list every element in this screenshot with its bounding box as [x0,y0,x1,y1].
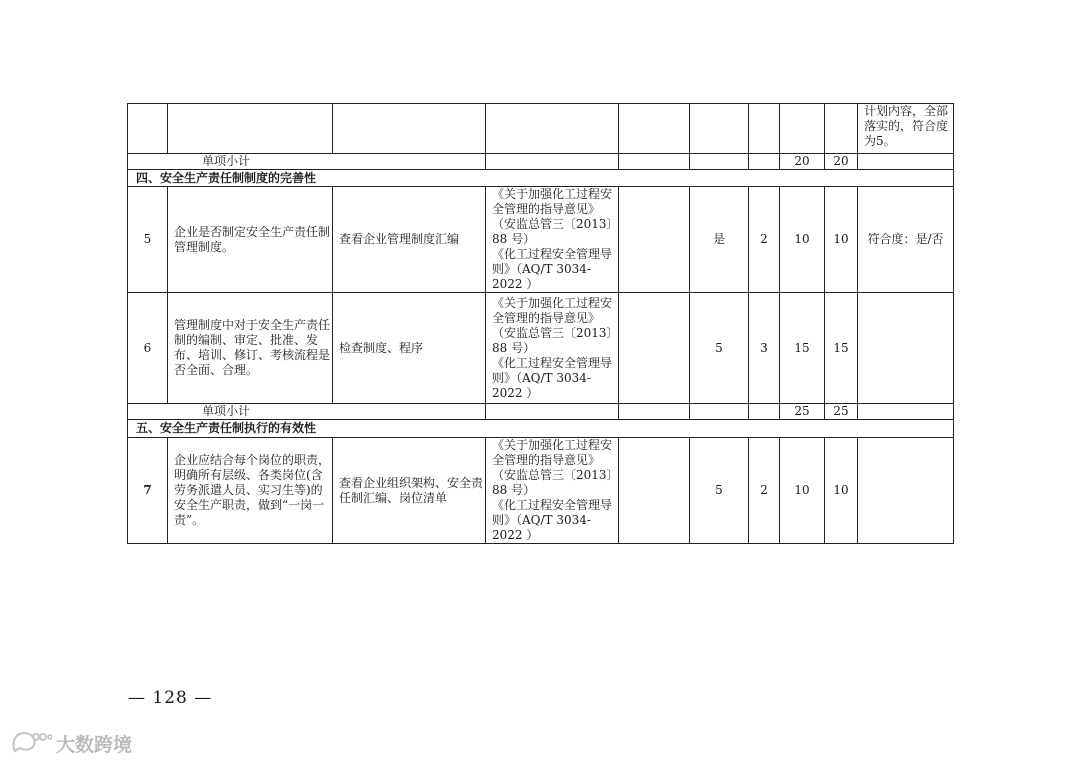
section-header-row [128,420,954,438]
check-method: 查看企业管理制度汇编 [333,187,486,293]
basis-reference: 《关于加强化工过程安全管理的指导意见》（安监总管三〔2013〕88 号） 《化工过程安全管理导则》（AQ/T 3034-2022 ） [486,438,619,544]
subtotal-score: 25 [780,404,825,420]
subtotal-actual: 25 [825,404,858,420]
section-title: 五、安全生产责任制执行的有效性 [128,420,954,438]
table-row [128,187,954,293]
table-row [128,438,954,544]
remark-cell: 符合度：是/否 [858,187,954,293]
item-content: 企业应结合每个岗位的职责，明确所有层级、各类岗位(含劳务派遣人员、实习生等)的安全生产职责，做到“一岗一责”。 [168,438,333,544]
actual-score-cell: 10 [825,438,858,544]
weight-cell: 2 [749,187,780,293]
basis-reference: 《关于加强化工过程安全管理的指导意见》（安监总管三〔2013〕88 号） 《化工过程安全管理导则》（AQ/T 3034-2022 ） [486,187,619,293]
watermark-text: 大数跨境 [56,733,133,756]
subtotal-label: 单项小计 [128,154,486,170]
score-cell: 10 [780,438,825,544]
speech-bubble-icon [10,729,56,758]
remark-cell: 计划内容，全部落实的，符合度为5。 [858,104,954,154]
page-number: — 128 — [128,688,213,708]
watermark [10,729,132,757]
subtotal-score: 20 [780,154,825,170]
item-number: 6 [128,293,168,404]
section-header-row [128,170,954,187]
result-cell: 5 [690,293,749,404]
item-content: 企业是否制定安全生产责任制管理制度。 [168,187,333,293]
item-number: 7 [128,438,168,544]
weight-cell: 3 [749,293,780,404]
table-row [128,104,954,154]
item-content: 管理制度中对于安全生产责任制的编制、审定、批准、发布、培训、修订、考核流程是否全面、合理。 [168,293,333,404]
subtotal-row [128,154,954,170]
weight-cell: 2 [749,438,780,544]
result-cell: 是 [690,187,749,293]
subtotal-label: 单项小计 [128,404,486,420]
item-number: 5 [128,187,168,293]
subtotal-actual: 20 [825,154,858,170]
basis-reference: 《关于加强化工过程安全管理的指导意见》（安监总管三〔2013〕88 号） 《化工过程安全管理导则》（AQ/T 3034-2022 ） [486,293,619,404]
section-title: 四、安全生产责任制制度的完善性 [128,170,954,187]
score-cell: 15 [780,293,825,404]
check-method: 查看企业组织架构、安全责任制汇编、岗位清单 [333,438,486,544]
subtotal-row [128,404,954,420]
table-row [128,293,954,404]
assessment-table [127,103,954,544]
actual-score-cell: 15 [825,293,858,404]
actual-score-cell: 10 [825,187,858,293]
result-cell: 5 [690,438,749,544]
check-method: 检查制度、程序 [333,293,486,404]
score-cell: 10 [780,187,825,293]
